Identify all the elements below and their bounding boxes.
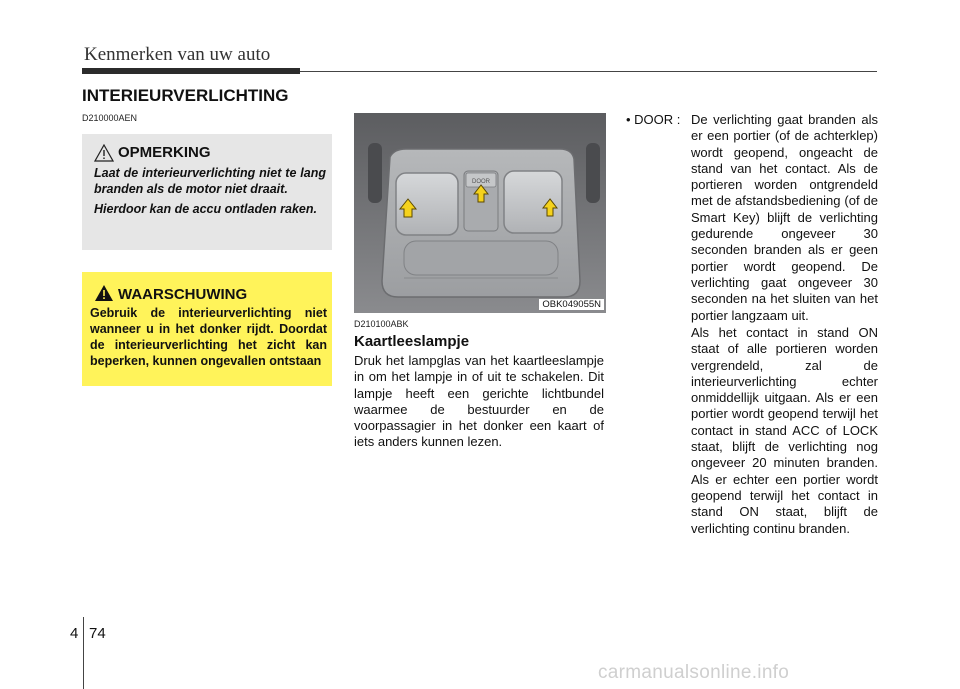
door-label: • DOOR : [626,112,681,127]
warning-heading: WAARSCHUWING [118,286,248,303]
door-button-text: DOOR [472,179,490,185]
map-lamp-illustration [354,113,606,313]
page-number: 74 [89,625,106,642]
warning-icon [94,284,114,302]
header-rule-thin [300,71,877,72]
section-title: INTERIEURVERLICHTING [82,86,289,105]
header-rule-thick [82,68,300,74]
caution-icon [94,144,114,162]
door-paragraph-1: De verlichting gaat branden als er een portier (of de achterklep) wordt geopend, ongeacht de stand van het contact. Als de portieren worden ontgrendeld met de afstandsbediening (of de Smart Key) blijft de verlichting gedurende ongeveer 30 seconden branden als er geen portier wordt geopend. De verlichting gaat ongeveer 30 seconden na het sluiten van het portier langzaam uit. [691,112,878,323]
page-header-title: Kenmerken van uw auto [84,44,271,65]
footer-divider [83,617,84,689]
map-lamp-body: Druk het lampglas van het kaartleeslampje in om het lampje in of uit te schakelen. Dit lampje heeft een gerichte lichtbundel waarmee de bestuurder en de voorpassagier in het donker een kaart of iets anders kunnen lezen. [354,353,604,450]
overhead-console-photo [354,113,606,313]
figure-caption: OBK049055N [539,299,604,310]
chapter-number: 4 [70,625,79,642]
note-paragraph-1: Laat de interieurverlichting niet te lang branden als de motor niet draait. [94,166,326,196]
warning-box [82,272,332,386]
note-body [94,165,326,221]
map-lamp-code: D210100ABK [354,319,409,329]
warning-body: Gebruik de interieurverlichting niet wanneer u in het donker rijdt. Doordat de interieurverlichting het zicht kan beperken, kunnen ongevallen ontstaan [90,306,327,368]
watermark: carmanualsonline.info [598,662,790,683]
section-code: D210000AEN [82,113,138,123]
map-lamp-title: Kaartleeslampje [354,333,470,350]
note-box [82,134,332,250]
note-paragraph-2: Hierdoor kan de accu ontladen raken. [94,202,317,216]
note-heading: OPMERKING [118,144,211,161]
door-paragraph-2: Als het contact in stand ON staat of alle portieren worden vergrendeld, zal de interieurverlichting echter onmiddellijk uitgaan. Als er een portier wordt geopend terwijl het contact in stand ACC of LOCK staat, blijft de verlichting nog ongeveer 20 minuten branden. Als er echter een portier wordt geopend terwijl het contact in stand ON staat, blijft de verlichting continu branden. [691,325,878,536]
